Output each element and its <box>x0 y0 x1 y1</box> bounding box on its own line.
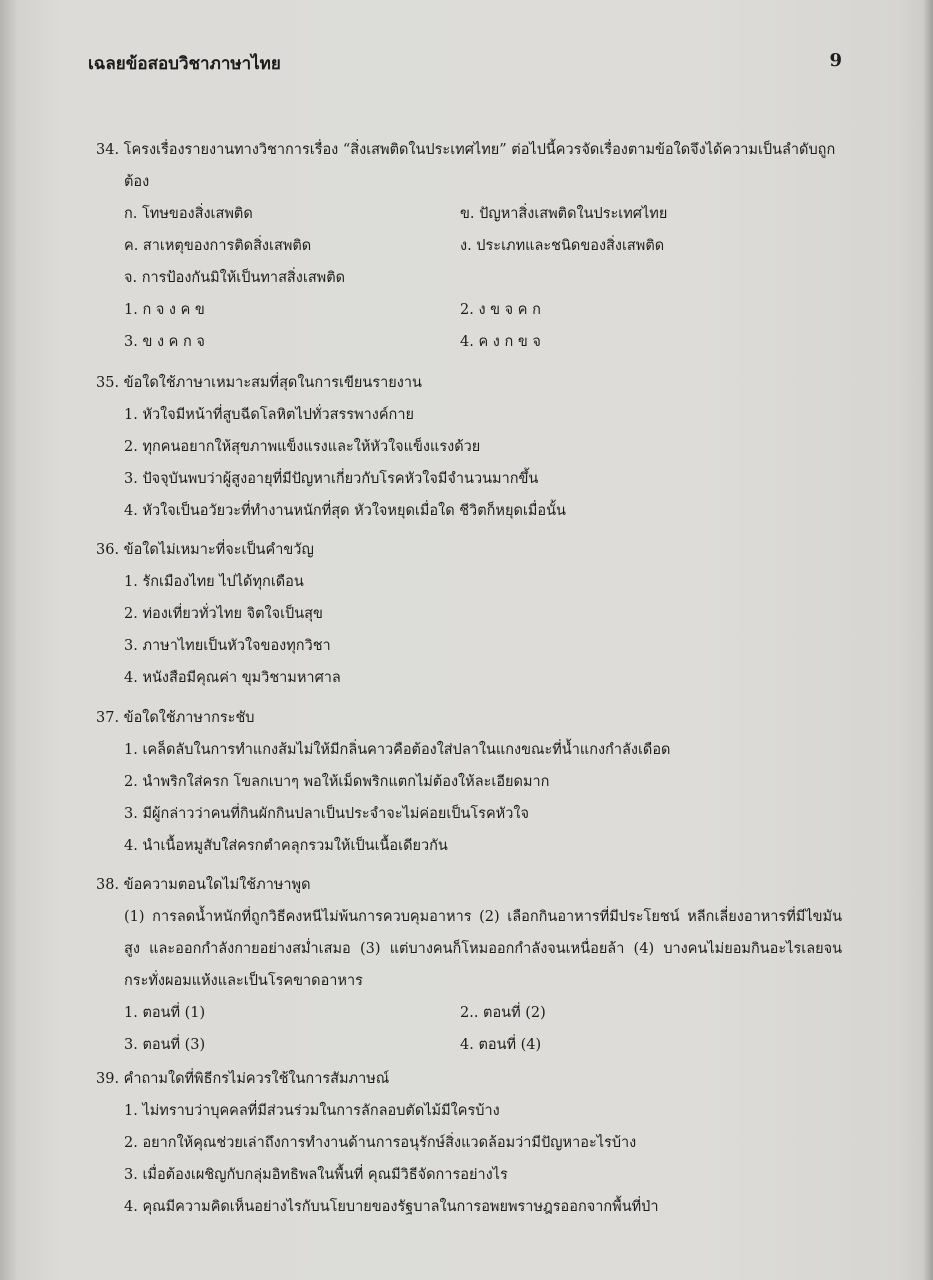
question-passage: (1) การลดน้ำหนักที่ถูกวิธีคงหนีไม่พ้นการควบคุมอาหาร (2) เลือกกินอาหารที่มีประโยชน์ หลีกเลี่ยงอาหารที่มีไขมันสูง และออกกำลังกายอย่างสม่ำเสมอ (3) แต่บางคนก็โหมออกกำลังจนเหนื่อยล้า (4) บางคนไม่ยอมกินอะไรเลยจนกระทั่งผอมแห้งและเป็นโรคขาดอาหาร <box>124 909 842 989</box>
header-title: เฉลยข้อสอบวิชาภาษาไทย <box>88 54 281 74</box>
page-number: 9 <box>829 50 842 71</box>
answer-choice: 2. นำพริกใส่ครก โขลกเบาๆ พอให้เม็ดพริกแตกไม่ต้องให้ละเอียดมาก <box>124 774 550 790</box>
choice-row <box>96 1029 842 1061</box>
answer-choice: 3. ภาษาไทยเป็นหัวใจของทุกวิชา <box>124 638 331 654</box>
question-35 <box>96 367 842 527</box>
answer-choice: 4. ตอนที่ (4) <box>460 1037 542 1053</box>
choice-row <box>96 997 842 1029</box>
answer-choice: 3. ปัจจุบันพบว่าผู้สูงอายุที่มีปัญหาเกี่ยวกับโรคหัวใจมีจำนวนมากขึ้น <box>124 471 539 487</box>
answer-choice: 1. รักเมืองไทย ไปได้ทุกเดือน <box>124 574 304 590</box>
answer-choice: 1. ตอนที่ (1) <box>124 1005 206 1021</box>
answer-choice: 1. หัวใจมีหน้าที่สูบฉีดโลหิตไปทั่วสรรพางค์กาย <box>124 407 414 423</box>
answer-choice: 2. ทุกคนอยากให้สุขภาพแข็งแรงและให้หัวใจแข็งแรงด้วย <box>124 439 481 455</box>
answer-choice: 2. ง ข จ ค ก <box>460 302 541 318</box>
answer-choice: 1. เคล็ดลับในการทำแกงส้มไม่ให้มีกลิ่นคาวคือต้องใส่ปลาในแกงขณะที่น้ำแกงกำลังเดือด <box>124 742 671 758</box>
choice-row <box>96 294 842 326</box>
answer-choice: 4. หัวใจเป็นอวัยวะที่ทำงานหนักที่สุด หัวใจหยุดเมื่อใด ชีวิตก็หยุดเมื่อนั้น <box>124 503 566 519</box>
answer-choice: 3. มีผู้กล่าวว่าคนที่กินผักกินปลาเป็นประจำจะไม่ค่อยเป็นโรคหัวใจ <box>124 806 529 822</box>
question-39 <box>96 1063 842 1223</box>
answer-choice: 4. คุณมีความคิดเห็นอย่างไรกับนโยบายของรัฐบาลในการอพยพราษฎรออกจากพื้นที่ป่า <box>124 1199 659 1215</box>
answer-choice: 4. หนังสือมีคุณค่า ขุมวิชามหาศาล <box>124 670 341 686</box>
item-row <box>96 198 842 230</box>
answer-choice: 2. ท่องเที่ยวทั่วไทย จิตใจเป็นสุข <box>124 606 323 622</box>
question-38 <box>96 869 842 1061</box>
answer-choice: 3. ตอนที่ (3) <box>124 1037 206 1053</box>
choice-row <box>96 326 842 358</box>
item-row <box>96 230 842 262</box>
question-34 <box>96 134 842 358</box>
question-37 <box>96 702 842 862</box>
question-stem: 35. ข้อใดใช้ภาษาเหมาะสมที่สุดในการเขียนรายงาน <box>96 375 422 391</box>
answer-choice: 2.. ตอนที่ (2) <box>460 1005 546 1021</box>
answer-choice: 3. ข ง ค ก จ <box>124 334 205 350</box>
answer-choice: 1. ก จ ง ค ข <box>124 302 205 318</box>
outline-item: ข. ปัญหาสิ่งเสพติดในประเทศไทย <box>460 206 668 222</box>
question-stem: 36. ข้อใดไม่เหมาะที่จะเป็นคำขวัญ <box>96 542 314 558</box>
outline-item: จ. การป้องกันมิให้เป็นทาสสิ่งเสพติด <box>124 270 346 286</box>
answer-choice: 1. ไม่ทราบว่าบุคคลที่มีส่วนร่วมในการลักลอบตัดไม้มีใครบ้าง <box>124 1103 500 1119</box>
outline-item: ค. สาเหตุของการติดสิ่งเสพติด <box>124 238 312 254</box>
outline-item: ง. ประเภทและชนิดของสิ่งเสพติด <box>460 238 665 254</box>
outline-item: ก. โทษของสิ่งเสพติด <box>124 206 253 222</box>
answer-choice: 4. ค ง ก ข จ <box>460 334 541 350</box>
answer-choice: 3. เมื่อต้องเผชิญกับกลุ่มอิทธิพลในพื้นที่ คุณมีวิธีจัดการอย่างไร <box>124 1167 508 1183</box>
answer-choice: 4. นำเนื้อหมูสับใส่ครกตำคลุกรวมให้เป็นเนื้อเดียวกัน <box>124 838 448 854</box>
question-stem: 37. ข้อใดใช้ภาษากระชับ <box>96 710 255 726</box>
question-stem: 39. คำถามใดที่พิธีกรไม่ควรใช้ในการสัมภาษณ์ <box>96 1071 390 1087</box>
running-header <box>88 50 842 77</box>
question-stem: 34. โครงเรื่องรายงานทางวิชาการเรื่อง “สิ่งเสพติดในประเทศไทย” ต่อไปนี้ควรจัดเรื่องตามข้อใดจึงได้ความเป็นลำดับถูกต้อง <box>96 142 836 190</box>
answer-choice: 2. อยากให้คุณช่วยเล่าถึงการทำงานด้านการอนุรักษ์สิ่งแวดล้อมว่ามีปัญหาอะไรบ้าง <box>124 1135 637 1151</box>
question-36 <box>96 534 842 694</box>
question-stem: 38. ข้อความตอนใดไม่ใช้ภาษาพูด <box>96 877 311 893</box>
